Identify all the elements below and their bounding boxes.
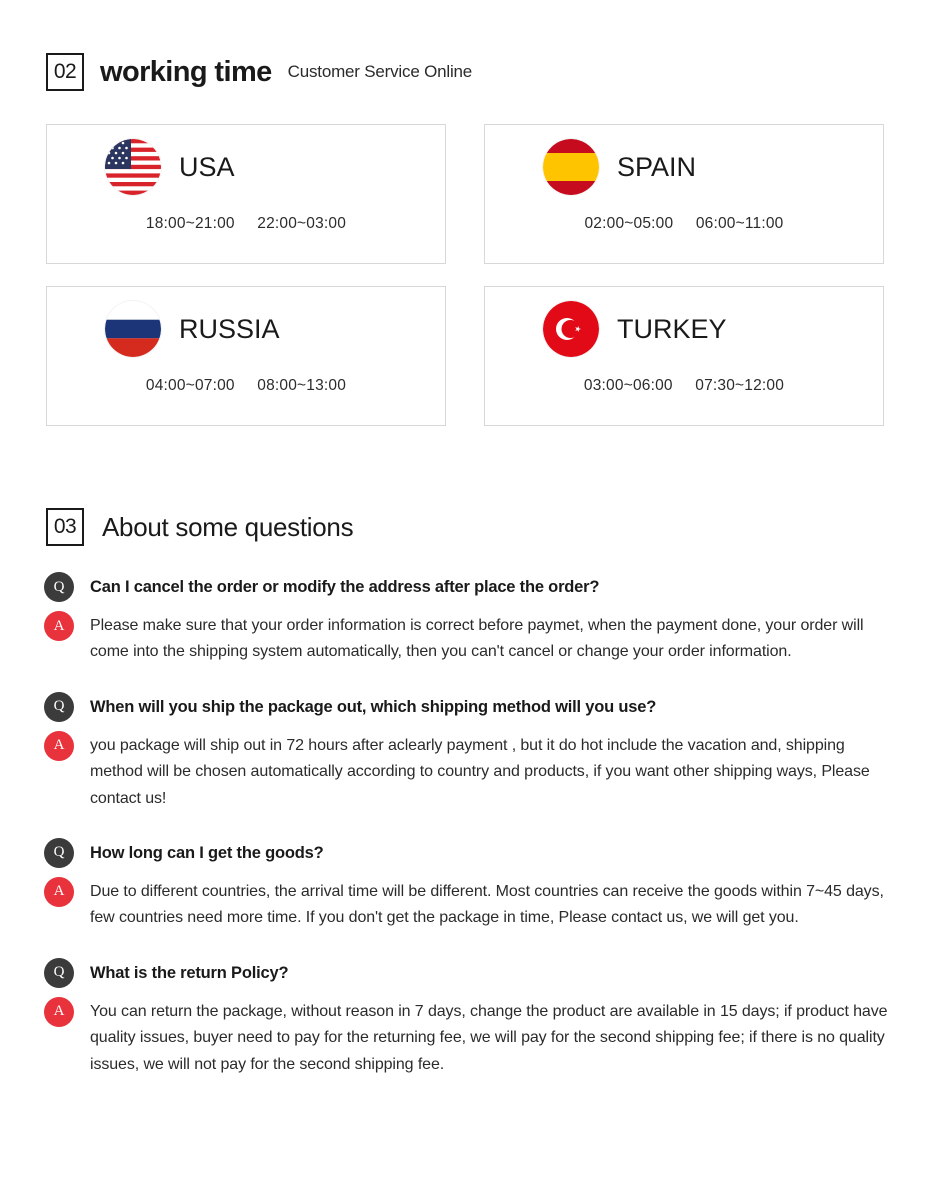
question-badge-icon: Q — [44, 838, 74, 868]
section-number-03: 03 — [46, 508, 84, 546]
question-badge-icon: Q — [44, 692, 74, 722]
faq-answer-row — [44, 731, 890, 812]
faq-item — [44, 572, 890, 666]
working-time-card-turkey — [484, 286, 884, 426]
time-slot-1: 18:00~21:00 — [145, 215, 235, 232]
faq-item — [44, 692, 890, 812]
country-name: SPAIN — [617, 151, 697, 182]
faq-question-text: What is the return Policy? — [90, 963, 289, 982]
working-time-title: working time — [100, 55, 272, 88]
time-slot-1: 03:00~06:00 — [583, 377, 673, 394]
answer-badge-icon: A — [44, 611, 74, 641]
faq-item — [44, 838, 890, 932]
faq-title: About some questions — [102, 511, 354, 542]
faq-answer-row — [44, 997, 890, 1078]
faq-question-text: How long can I get the goods? — [90, 843, 324, 862]
working-time-card-grid — [46, 124, 884, 426]
faq-question-row — [44, 692, 890, 722]
card-header — [485, 287, 883, 371]
time-slot-2: 22:00~03:00 — [257, 215, 347, 232]
card-times — [47, 215, 445, 233]
working-time-subtitle: Customer Service Online — [287, 62, 473, 81]
card-header — [47, 287, 445, 371]
russia-flag-icon — [105, 301, 161, 357]
question-badge-icon: Q — [44, 572, 74, 602]
working-time-card-russia — [46, 286, 446, 426]
faq-list — [44, 572, 890, 1104]
time-slot-2: 07:30~12:00 — [695, 377, 785, 394]
turkey-flag-icon — [543, 301, 599, 357]
section-number-02: 02 — [46, 53, 84, 91]
time-slot-1: 02:00~05:00 — [584, 215, 674, 232]
country-name: USA — [179, 151, 235, 182]
card-header — [47, 125, 445, 209]
working-time-card-usa — [46, 124, 446, 264]
faq-answer-text: Due to different countries, the arrival time will be different. Most countries can receive the goods within 7~45 days, few countries need more time. If you don't get the package in time, Please contact us, we will get you. — [90, 882, 884, 927]
faq-item — [44, 958, 890, 1078]
card-times — [485, 215, 883, 233]
faq-section-header — [46, 508, 353, 546]
time-slot-2: 08:00~13:00 — [257, 377, 347, 394]
faq-question-text: When will you ship the package out, which shipping method will you use? — [90, 697, 657, 716]
faq-question-text: Can I cancel the order or modify the address after place the order? — [90, 578, 600, 596]
faq-answer-text: you package will ship out in 72 hours after aclearly payment , but it do hot include the vacation and, shipping method will be chosen automatically according to country and products, if you want other shipping ways, Please contact us! — [90, 736, 870, 807]
usa-flag-icon — [105, 139, 161, 195]
faq-answer-row — [44, 611, 890, 666]
working-time-card-spain — [484, 124, 884, 264]
card-times — [47, 377, 445, 395]
faq-answer-row — [44, 877, 890, 932]
question-badge-icon: Q — [44, 958, 74, 988]
time-slot-2: 06:00~11:00 — [695, 215, 784, 232]
faq-question-row — [44, 838, 890, 868]
country-name: RUSSIA — [179, 313, 280, 344]
time-slot-1: 04:00~07:00 — [145, 377, 235, 394]
faq-question-row — [44, 958, 890, 988]
answer-badge-icon: A — [44, 877, 74, 907]
country-name: TURKEY — [617, 313, 727, 344]
faq-answer-text: You can return the package, without reason in 7 days, change the product are available in 15 days; if product have quality issues, buyer need to pay for the returning fee, we will pay for the second shipping fee; if there is no quality issues, we will not pay for the second shipping fee. — [90, 1002, 888, 1073]
spain-flag-icon — [543, 139, 599, 195]
faq-answer-text: Please make sure that your order information is correct before paymet, when the payment done, your order will come into the shipping system automatically, then you can't cancel or change your order information. — [90, 617, 864, 661]
answer-badge-icon: A — [44, 997, 74, 1027]
card-header — [485, 125, 883, 209]
faq-question-row — [44, 572, 890, 602]
answer-badge-icon: A — [44, 731, 74, 761]
card-times — [485, 377, 883, 395]
working-time-section-header — [46, 53, 472, 91]
